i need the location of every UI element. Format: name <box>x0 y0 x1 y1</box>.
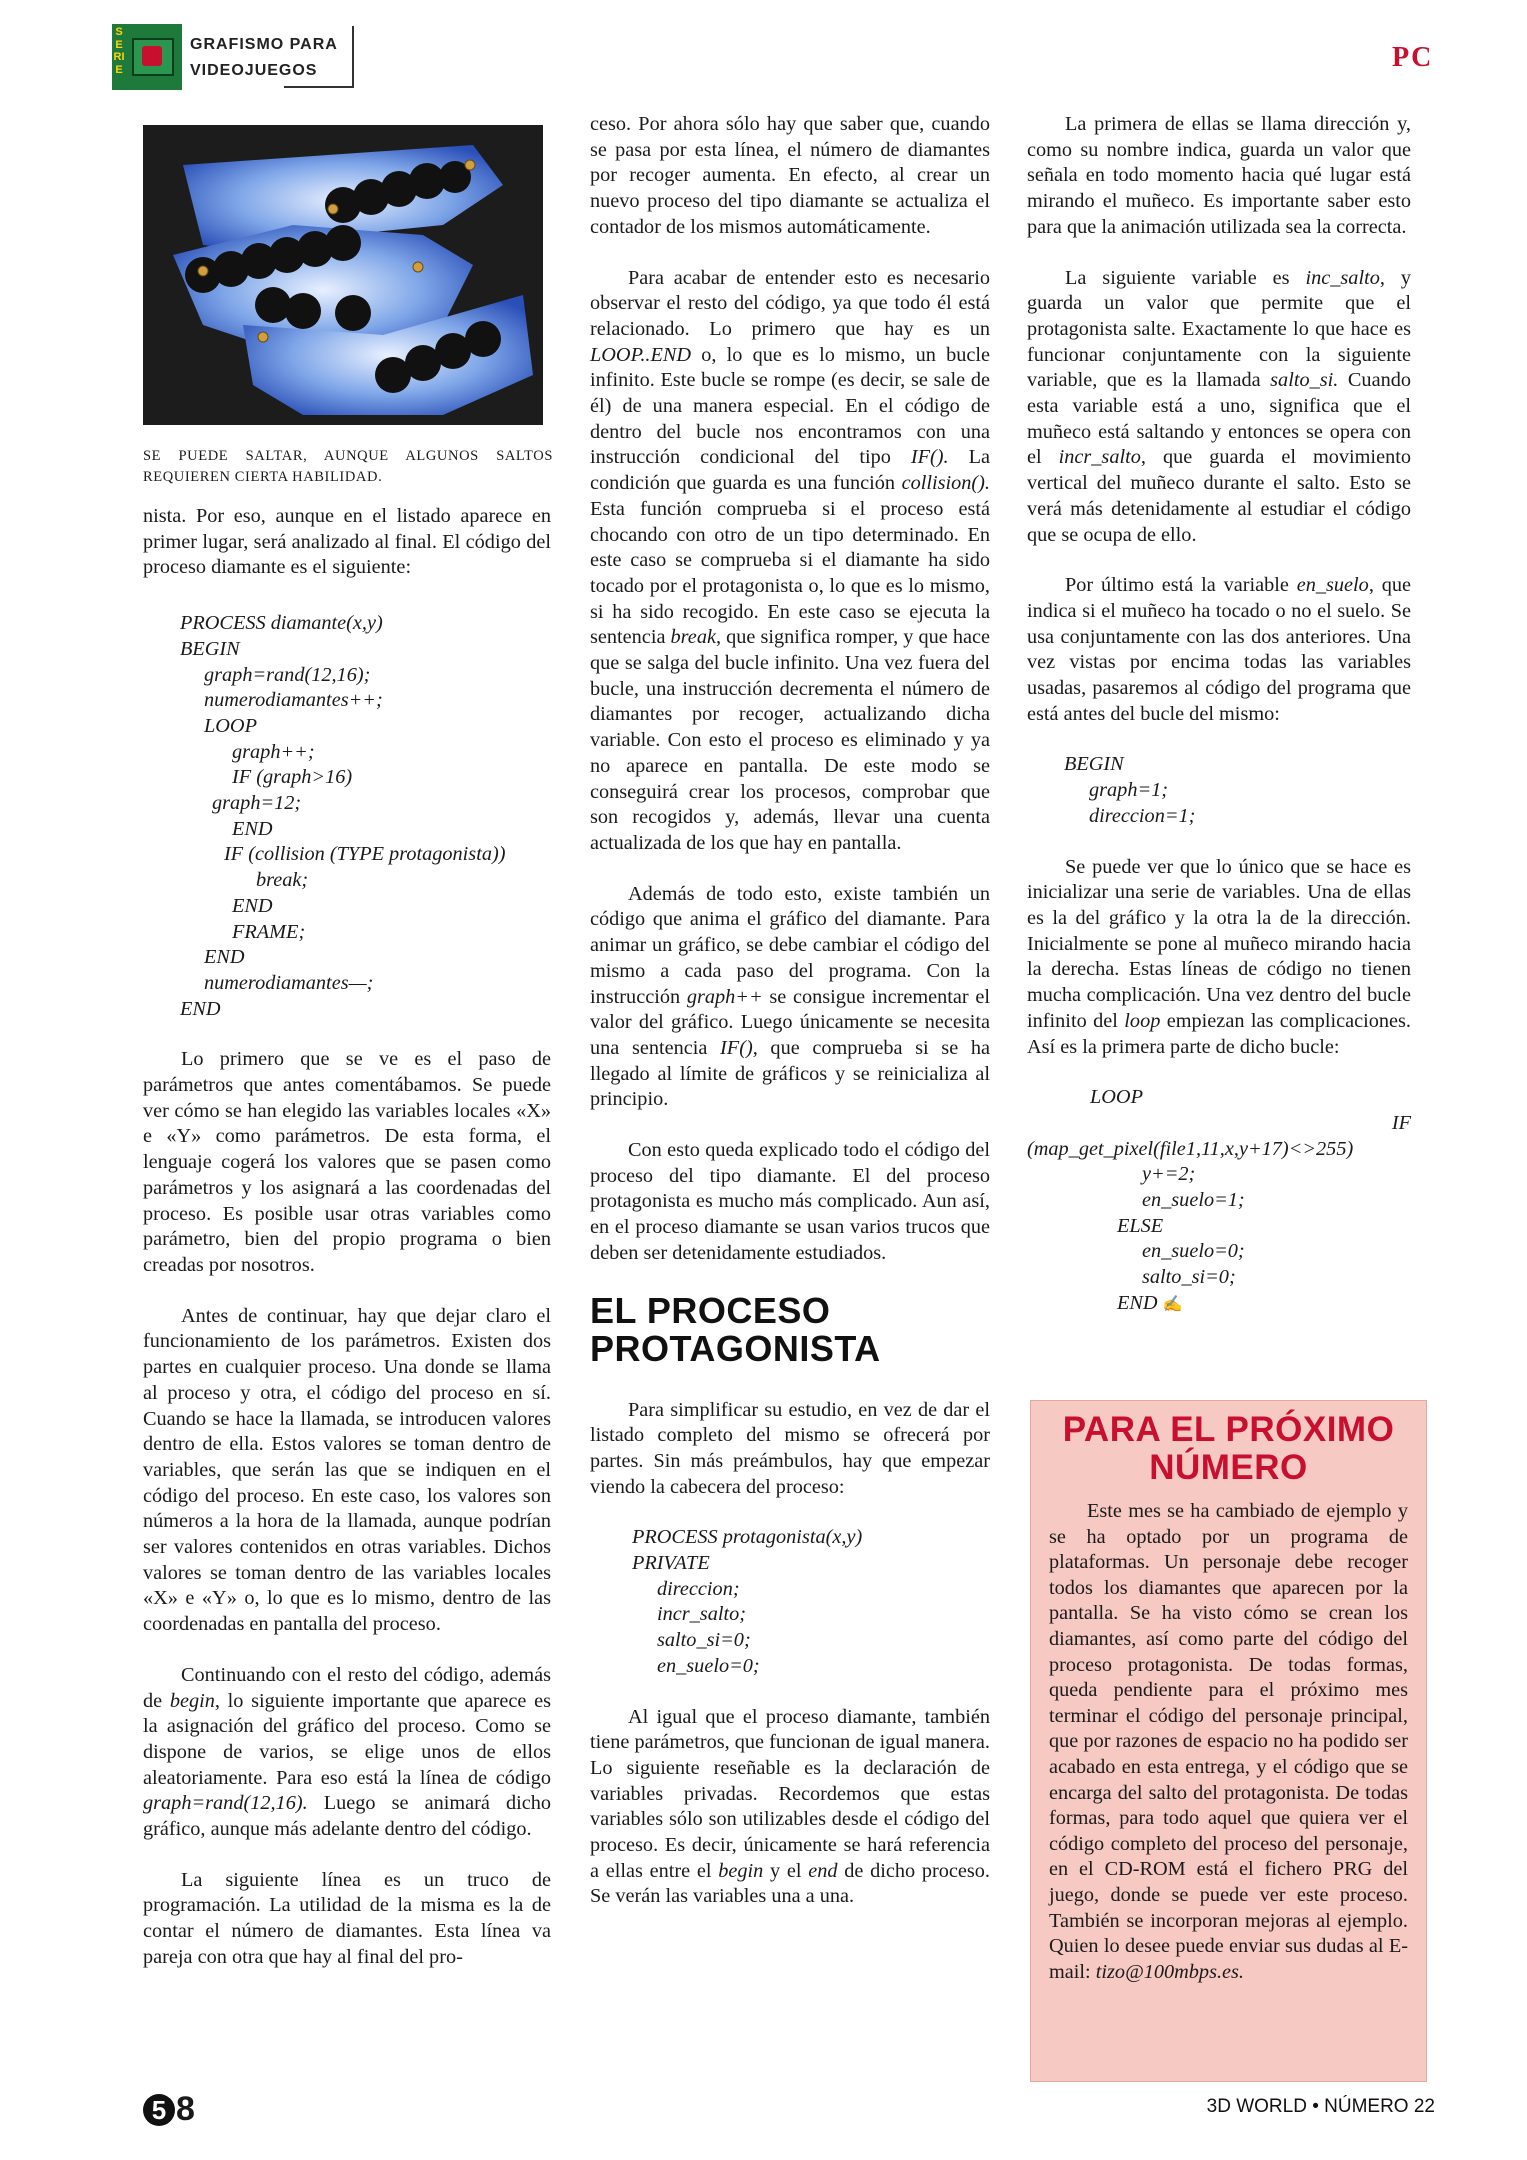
header-rule <box>284 86 352 88</box>
code-line: direccion; <box>657 1577 740 1600</box>
paragraph: Por último está la variable en_suelo, que indica si el muñeco ha tocado o no el suelo. Se usa conjuntamente con las dos anteriores. Una vez vistas por encima todas las variables usadas, pasaremos al código del programa que está antes del bucle del mismo: <box>1027 574 1411 725</box>
code-line: numerodiamantes++; <box>204 689 383 712</box>
code-line: incr_salto; <box>657 1603 747 1626</box>
paragraph: Además de todo esto, existe también un código que anima el gráfico del diamante. Para animar un gráfico, se debe cambiar el código del mismo a cada paso del programa. Con la instrucción graph++ se consigue incrementar el valor del gráfico. Luego únicamente se necesita una sentencia IF(), que comprueba si se ha llegado al límite de gráficos y se reinicializa al principio. <box>590 882 991 1111</box>
code-line: IF (collision (TYPE protagonista)) <box>224 843 506 866</box>
monitor-icon <box>132 38 174 76</box>
paragraph: Al igual que el proceso diamante, también tiene parámetros, que funcionan de igual manera. Lo siguiente reseñable es la declaración de variables privadas. Recordemos que estas variables sólo son utilizables desde el código del proceso. Es decir, únicamente se hará referencia a ellas entre el begin y el end de dicho proceso. Se verán las variables una a una. <box>590 1705 990 1908</box>
code-line: en_suelo=0; <box>657 1654 760 1677</box>
code-line: salto_si=0; <box>657 1629 751 1652</box>
header-rule-vertical <box>352 26 354 88</box>
contact-email: tizo@100mbps.es. <box>1095 1960 1245 1983</box>
code-line: numerodiamantes—; <box>204 971 374 994</box>
code-line: LOOP <box>1090 1086 1143 1109</box>
game-screenshot <box>143 125 543 425</box>
paragraph: Lo primero que se ve es el paso de parámetros que antes comentábamos. Se puede ver cómo se han elegido las variables locales «X» e «Y» como parámetros. De esta forma, el lenguaje cogerá los valores que se pasen como parámetros y los asignará a las coordenadas del proceso. Es posible usar otras variables como parámetro, bien del propio programa o bien creadas por nosotros. <box>143 1048 551 1276</box>
code-line: graph++; <box>232 740 315 763</box>
end-mark-icon: ✍ <box>1162 1295 1183 1313</box>
code-line: LOOP <box>204 714 257 737</box>
magazine-footer: 3D WORLD • NÚMERO 22 <box>1206 2096 1435 2117</box>
paragraph: La primera de ellas se llama dirección y, como su nombre indica, guarda un valor que señala en todo momento hacia qué lugar está mirando el muñeco. Es importante saber esto para que la animación utilizada sea la correcta. <box>1027 113 1411 238</box>
paragraph: Continuando con el resto del código, además de begin, lo siguiente importante que aparece es la asignación del gráfico del proceso. Como se dispone de varios, se elige unos de ellos aleatoriamente. Para eso está la línea de código graph=rand(12,16). Luego se animará dicho gráfico, aunque más adelante dentro del código. <box>143 1663 551 1841</box>
paragraph: Para acabar de entender esto es necesario observar el resto del código, ya que todo él está relacionado. Lo primero que hay es un LOOP..END o, lo que es lo mismo, un bucle infinito. Este bucle se rompe (es decir, se sale de él) de una manera especial. En el código de dentro del bucle nos encontramos con una instrucción condicional del tipo IF(). La condición que guarda es una función collision(). Esta función comprueba si el proceso está chocando con otro de un tipo determinado. En este caso se comprueba si el diamante ha sido tocado por el protagonista o, lo que es lo mismo, si ha sido recogido. En este caso se ejecuta la sentencia break, que significa romper, y que hace que se salga del bucle infinito. Una vez fuera del bucle, una instrucción decrementa el número de diamantes por recoger, actualizando dicha variable. Con esto el proceso es eliminado y ya no aparece en pantalla. De este modo se conseguirá crear los procesos, comprobar que son recogidos y, además, llevar una cuenta actualizada de los que hay en pantalla. <box>590 266 990 854</box>
series-badge <box>112 24 182 90</box>
code-line: IF <box>1391 1111 1411 1134</box>
series-label: SERIE <box>113 26 125 76</box>
paragraph: Se puede ver que lo único que se hace es inicializar una serie de variables. Una de ellas es la del gráfico y la otra la de la dirección. Inicialmente se pone al muñeco mirando hacia la derecha. Estas líneas de código no tienen mucha complicación. Una vez dentro del bucle infinito del loop empiezan las complicaciones. Así es la primera parte de dicho bucle: <box>1027 855 1411 1058</box>
game-level-image <box>143 125 543 425</box>
code-line: END <box>232 817 273 840</box>
code-line: graph=12; <box>212 792 302 815</box>
code-listing-protagonista <box>590 1525 990 1679</box>
code-line: y+=2; <box>1142 1163 1196 1186</box>
code-line: END <box>232 894 273 917</box>
paragraph: nista. Por eso, aunque en el listado aparece en primer lugar, será analizado al final. El código del proceso diamante es el siguiente: <box>143 505 551 579</box>
code-line: BEGIN <box>180 637 240 660</box>
column-1 <box>143 504 551 1996</box>
page-number <box>143 2090 195 2130</box>
code-line: END <box>180 997 221 1020</box>
paragraph: Con esto queda explicado todo el código del proceso del tipo diamante. El del proceso protagonista es mucho más complicado. Aun así, en el proceso diamante se usan varios trucos que deben ser detenidamente estudiados. <box>590 1139 990 1264</box>
code-line: PROCESS diamante(x,y) <box>180 612 383 635</box>
column-3 <box>1027 112 1411 1343</box>
code-listing-loop <box>1027 1085 1411 1317</box>
code-line: FRAME; <box>232 920 306 943</box>
paragraph: La siguiente línea es un truco de programación. La utilidad de la misma es la de contar el número de diamantes. Esta línea va pareja con otra que hay al final del pro- <box>143 1868 551 1968</box>
code-line: graph=1; <box>1089 779 1169 802</box>
code-line: BEGIN <box>1064 753 1124 776</box>
code-line: direccion=1; <box>1089 804 1196 827</box>
code-line: (map_get_pixel(file1,11,x,y+17)<>255) <box>1027 1137 1354 1160</box>
code-listing-diamante <box>143 611 551 1022</box>
header-title-line2: VIDEOJUEGOS <box>190 62 318 79</box>
paragraph: ceso. Por ahora sólo hay que saber que, cuando se pasa por esta línea, el número de diamantes por recoger aumenta. En efecto, al crear un nuevo proceso del tipo diamante se actualiza el contador de los mismos automáticamente. <box>590 113 990 238</box>
paragraph: La siguiente variable es inc_salto, y guarda un valor que permite que el protagonista salte. Exactamente lo que hace es funcionar conjuntamente con la siguiente variable, que es la llamada salto_si. Cuando esta variable está a uno, significa que el muñeco está saltando y entonces se opera con el incr_salto, que guarda el movimiento vertical del muñeco durante el salto. Esto se verá más detenidamente al estudiar el código que se ocupa de ello. <box>1027 266 1412 546</box>
code-line: PRIVATE <box>632 1552 710 1575</box>
code-line: IF (graph>16) <box>232 766 353 789</box>
code-line: ELSE <box>1117 1214 1164 1237</box>
paragraph: Antes de continuar, hay que dejar claro el funcionamiento de los parámetros. Existen dos partes en cualquier proceso. Una donde se llama al proceso y otra, el código del proceso en sí. Cuando se hace la llamada, se introducen valores dentro de ella. Estos valores se toman dentro de variables, que serán las que se indiquen en el código del proceso. En este caso, los valores son números a la hora de la llamada, aunque podrían ser valores contenidos en otras variables. Dichos valores se toman dentro de las variables locales «X» e «Y» o, lo que es lo mismo, dentro de las coordenadas en pantalla del proceso. <box>143 1304 551 1636</box>
code-line: END <box>204 946 245 969</box>
column-2 <box>590 112 990 1935</box>
code-line: END ✍ <box>1117 1291 1183 1314</box>
page-digit-circled: 5 <box>143 2094 175 2126</box>
code-line: en_suelo=1; <box>1142 1189 1245 1212</box>
section-heading: EL PROCESO PROTAGONISTA <box>590 1289 881 1369</box>
code-line: salto_si=0; <box>1142 1266 1236 1289</box>
next-issue-box <box>1030 1400 1427 2082</box>
code-listing-begin <box>1027 752 1411 829</box>
section-label: PC <box>1392 42 1434 73</box>
code-line: en_suelo=0; <box>1142 1240 1245 1263</box>
header-logo <box>112 24 362 90</box>
box-text: Este mes se ha cambiado de ejemplo y se ha optado por un programa de plataformas. Un personaje debe recoger todos los diamantes que aparecen por la pantalla. Se ha visto cómo se crean los diamantes, así como parte del código del proceso protagonista. De todas formas, queda pendiente para el próximo mes terminar el código del personaje principal, que por razones de espacio no ha podido ser acabado en esta entrega, y el código que se encarga del salto del protagonista. De todas formas, para todo aquel que quiera ver el código completo del proceso del personaje, en el CD-ROM está el fichero PRG del juego, donde se puede ver este proceso. También se incorporan mejoras al ejemplo. Quien lo desee puede enviar sus dudas al E-mail: tizo@100mbps.es. <box>1049 1500 1408 1983</box>
code-line: PROCESS protagonista(x,y) <box>632 1526 863 1549</box>
code-line: break; <box>256 869 309 892</box>
code-line: graph=rand(12,16); <box>204 663 371 686</box>
figure-caption: SE PUEDE SALTAR, AUNQUE ALGUNOS SALTOS REQUIEREN CIERTA HABILIDAD. <box>143 448 553 485</box>
paragraph: Para simplificar su estudio, en vez de dar el listado completo del mismo se ofrecerá por partes. Sin más preámbulos, hay que empezar viendo la cabecera del proceso: <box>590 1398 990 1498</box>
page-digit: 8 <box>176 2090 195 2128</box>
box-title: PARA EL PRÓXIMO NÚMERO <box>1062 1410 1395 1487</box>
header-title-line1: GRAFISMO PARA <box>190 36 338 53</box>
